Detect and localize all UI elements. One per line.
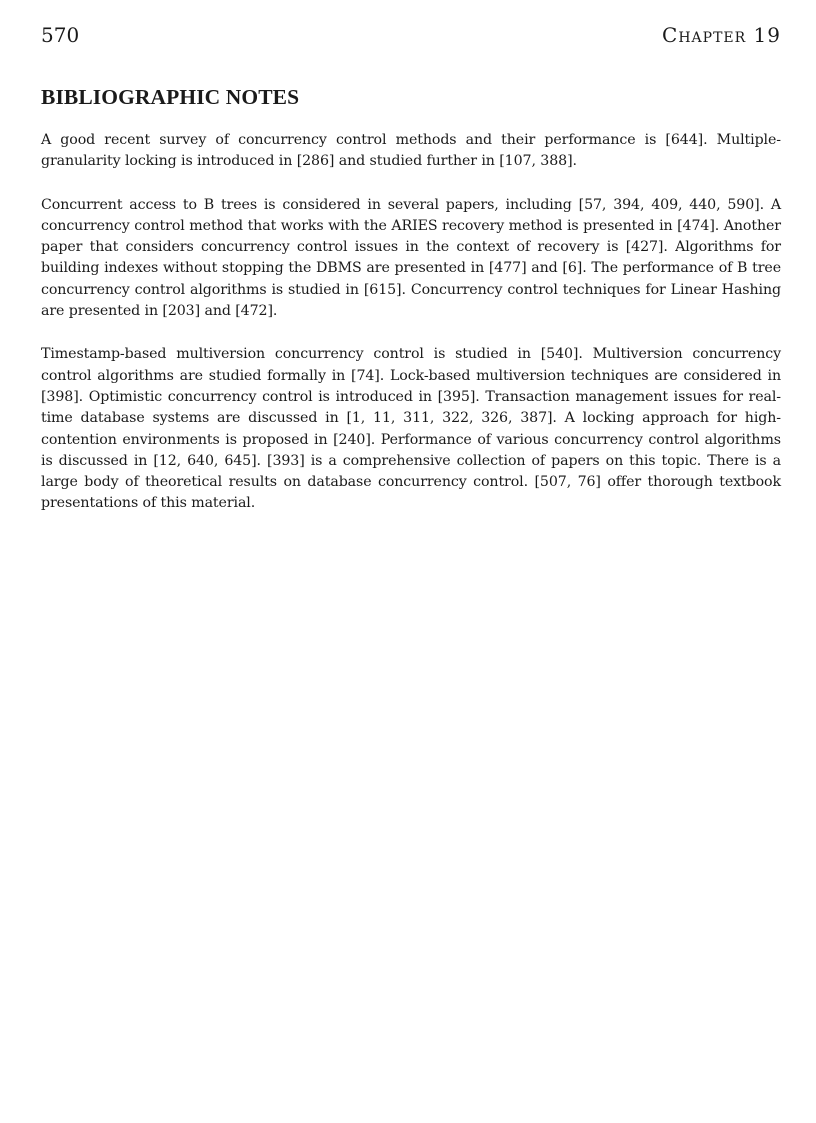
paragraph-btree-concurrency: Concurrent access to B trees is considered in several papers, including [57, 394, 409, 440, 590]. A concurrency control method that works with the ARIES recovery method is presented in [474]. Another paper that considers concurrency control issues in the context of recovery is [427]. Algorithms for building indexes without stopping the DBMS are presented in [477] and [6]. The performance of B tree concurrency control algorithms is studied in [615]. Concurrency control techniques for Linear Hashing are presented in [203] and [472]. [41, 196, 781, 320]
paragraph-multiversion: Timestamp-based multiversion concurrency control is studied in [540]. Multiversion concurrency control algorithms are studied formally in [74]. Lock-based multiversion techniques are considered in [398]. Optimistic concurrency control is introduced in [395]. Transaction management issues for real-time database systems are discussed in [1, 11, 311, 322, 326, 387]. A locking approach for high-contention environments is proposed in [240]. Performance of various concurrency control algorithms is discussed in [12, 640, 645]. [393] is a comprehensive collection of papers on this topic. There is a large body of theoretical results on database concurrency control. [507, 76] offer thorough textbook presentations of this material. [41, 346, 781, 512]
book-page [41, 0, 781, 1123]
page-number: 570 [41, 23, 80, 47]
bibliographic-notes [41, 130, 781, 537]
section-title: BIBLIOGRAPHIC NOTES [41, 85, 300, 109]
paragraph-survey: A good recent survey of concurrency control methods and their performance is [644]. Multiple-granularity locking is introduced in [286] and studied further in [107, 388]. [41, 132, 781, 170]
running-head [41, 22, 781, 48]
chapter-label: Chapter 19 [662, 23, 781, 47]
